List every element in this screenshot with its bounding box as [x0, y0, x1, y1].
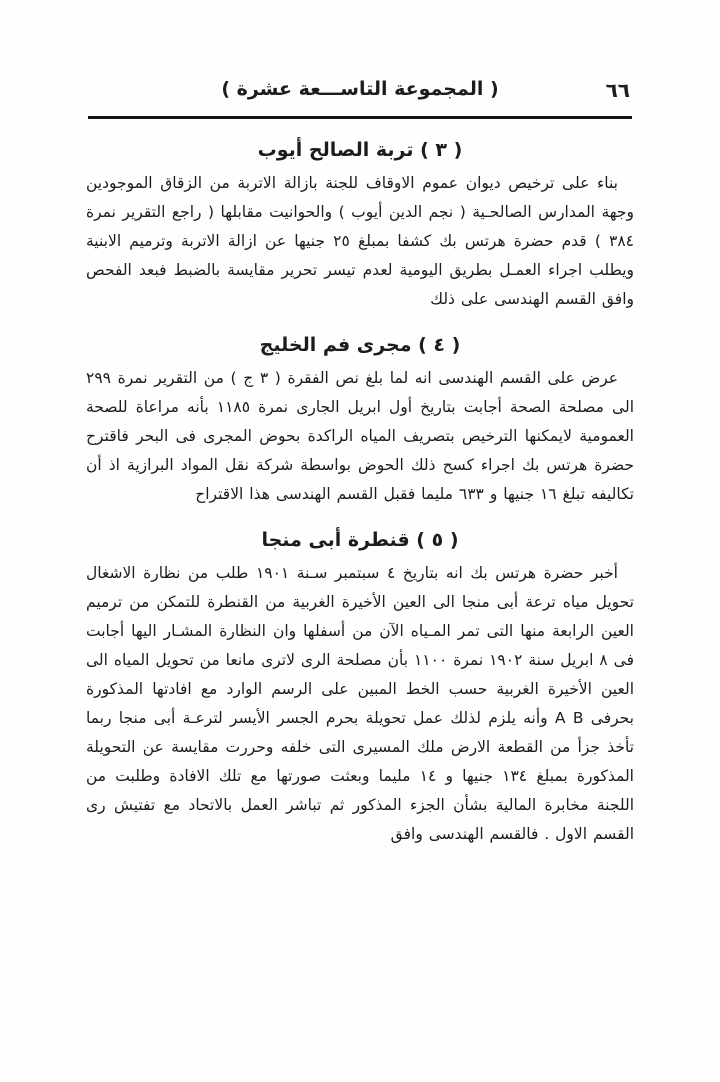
section-body-4: عرض على القسم الهندسى انه لما بلغ نص الفقرة ( ٣ ج ) من التقرير نمرة ٢٩٩ الى مصلحة الصحة أجابت بتاريخ أول ابريل الجارى نمرة ١١٨٥ بأنه مراعاة للصحة العمومية لايمكنها الترخيص بتصريف المياه الراكدة بحوض المجرى فى البحر فاقترح حضرة هرتس بك اجراء كسح ذلك الحوض بواسطة شركة نقل المواد البرازية اذ أن تكاليفه تبلغ ١٦ جنيها و ٦٣٣ مليما فقبل القسم الهندسى هذا الاقتراح	[86, 369, 635, 503]
running-title: ( المجموعة التاســـعة عشرة )	[221, 78, 499, 100]
page-header	[86, 76, 634, 110]
section-heading-4: ( ٤ ) مجرى فم الخليج	[259, 334, 461, 356]
section-heading-3: ( ٣ ) تربة الصالح أيوب	[257, 139, 463, 161]
section-heading-5: ( ٥ ) قنطرة أبى منجا	[261, 529, 459, 551]
section-body-5: أخبر حضرة هرتس بك انه بتاريخ ٤ سبتمبر سـنة ١٩٠١ طلب من نظارة الاشغال تحويل مياه ترعة أبى منجا الى العين الأخيرة الغربية من القنطرة للتمكن من ترميم العين الرابعة منها التى تمر المـياه الآن من أسفلها وان النظارة المشـار اليها أجابت فى ٨ ابريل سنة ١٩٠٢ نمرة ١١٠٠ بأن مصلحة الرى لاترى مانعا من تحويل المياه الى العين الأخيرة الغربية حسب الخط المبين على الرسم الوارد مع افادتها المذكورة بحرفى A B وأنه يلزم لذلك عمل تحويلة بحرم الجسر الأيسر لترعـة أبى منجا ربما تأخذ جزأ من القطعة الارض ملك المسيرى التى خلفه وحررت مقايسة عن التحويلة المذكورة بمبلغ ١٣٤ جنيها و ١٤ مليما وبعثت صورتها مع تلك الافادة وطلبت من اللجنة مخابرة المالية بشأن الجزء المذكور ثم تباشر العمل بالاتحاد مع تفتيش رى القسم الاول . فالقسم الهندسى وافق	[86, 564, 634, 843]
section-body-3: بناء على ترخيص ديوان عموم الاوقاف للجنة بازالة الاتربة من الزقاق الموجودين وجهة المدارس الصالحـية ( نجم الدين أيوب ) والحوانيت مقابلها ( راجع التقرير نمرة ٣٨٤ ) قدم حضرة هرتس بك كشفا بمبلغ ٢٥ جنيها عن ازالة الاتربة وترميم الابنية ويطلب اجراء العمـل بطريق اليومية لعدم تيسر تحرير مقايسة بالضبط فبعد الفحص وافق القسم الهندسى على ذلك	[86, 174, 635, 308]
page-number: ٦٦	[605, 78, 630, 102]
header-rule	[88, 116, 632, 119]
